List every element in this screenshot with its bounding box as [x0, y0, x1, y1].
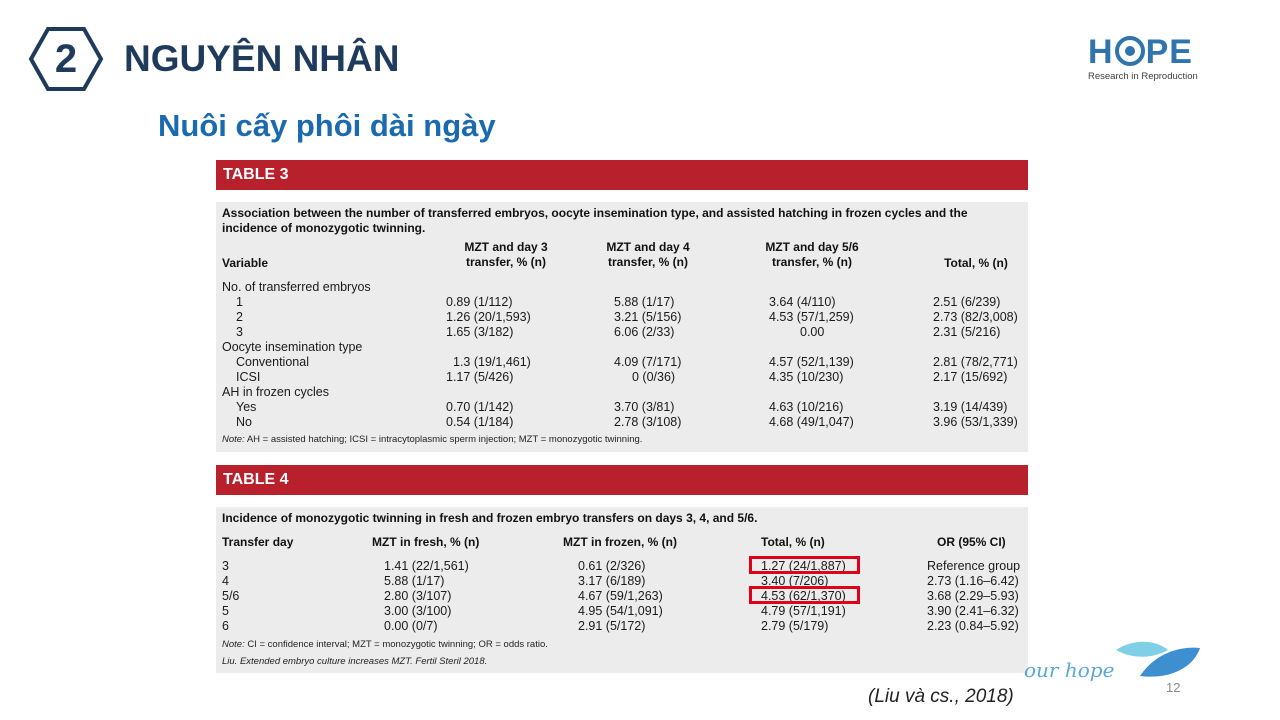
table-3-col-variable: Variable: [222, 256, 269, 270]
table-3-note: Note: AH = assisted hatching; ICSI = intracytoplasmic sperm injection; MZT = monozygotic twinning.: [222, 434, 643, 445]
table-4-cell: 3.68 (2.29–5.93): [927, 589, 1019, 603]
table-3-cell: 4.09 (7/171): [614, 355, 682, 369]
table-3-cell: 3.70 (3/81): [614, 400, 675, 414]
page-number: 12: [1166, 680, 1181, 695]
table-4-col-day: Transfer day: [222, 535, 294, 549]
table-4-note: Note: CI = confidence interval; MZT = monozygotic twinning; OR = odds ratio.: [222, 639, 548, 650]
table-3-row-label: 1: [236, 295, 243, 309]
table-4-col-or: OR (95% CI): [937, 535, 1006, 549]
table-3-col-day3: MZT and day 3 transfer, % (n): [464, 240, 548, 269]
table-3-cell: 2.17 (15/692): [933, 370, 1008, 384]
table-3-col-day4: MZT and day 4 transfer, % (n): [606, 240, 690, 269]
highlight-box-day56-total: [749, 586, 860, 604]
table-4-cell: 0.00 (0/7): [384, 619, 438, 633]
table-3-group-label: AH in frozen cycles: [222, 385, 329, 399]
table-4-cell: 1.27 (24/1,887): [761, 559, 846, 573]
table-3-cell: 1.17 (5/426): [446, 370, 514, 384]
table-3-cell: 3.96 (53/1,339): [933, 415, 1018, 429]
table-3-cell: 3.64 (4/110): [769, 295, 836, 309]
table-4-cell: 2.79 (5/179): [761, 619, 829, 633]
table-3-cell: 4.63 (10/216): [769, 400, 844, 414]
table-4-cell: Reference group: [927, 559, 1021, 573]
table-4-source: Liu. Extended embryo culture increases MZT. Fertil Steril 2018.: [222, 656, 488, 667]
table-4-row-day: 4: [222, 574, 229, 588]
table-3-cell: 2.73 (82/3,008): [933, 310, 1018, 324]
table-4-cell: 3.90 (2.41–6.32): [927, 604, 1019, 618]
table-3-cell: 2.81 (78/2,771): [933, 355, 1018, 369]
table-3-col-total: Total, % (n): [944, 256, 1008, 270]
table-4-cell: 0.61 (2/326): [578, 559, 646, 573]
slide-subtitle: Nuôi cấy phôi dài ngày: [158, 108, 496, 143]
table-3-row-label: 2: [236, 310, 243, 324]
table-4-cell: 4.53 (62/1,370): [761, 589, 846, 603]
table-4-cell: 3.40 (7/206): [761, 574, 829, 588]
table-3-cell: 4.53 (57/1,259): [769, 310, 854, 324]
table-3: [216, 160, 1028, 452]
highlight-box-day3-total: [749, 556, 860, 574]
table-4-cell: 4.79 (57/1,191): [761, 604, 846, 618]
table-3-cell: 6.06 (2/33): [614, 325, 675, 339]
table-4-cell: 2.73 (1.16–6.42): [927, 574, 1019, 588]
table-4-row-day: 6: [222, 619, 229, 633]
table-3-col-day56: MZT and day 5/6 transfer, % (n): [765, 240, 859, 269]
table-3-caption: Association between the number of transferred embryos, oocyte insemination type, and assisted hatching in frozen cycles and the incidence of monozygotic twinning.: [222, 206, 968, 235]
table-4-col-fresh: MZT in fresh, % (n): [372, 535, 480, 549]
table-3-cell: 2.78 (3/108): [614, 415, 682, 429]
table-4: [216, 465, 1028, 673]
table-4-row-day: 5: [222, 604, 229, 618]
table-4-cell: 1.41 (22/1,561): [384, 559, 469, 573]
logo-wordmark: H PE: [1088, 33, 1193, 71]
table-4-label: TABLE 4: [216, 465, 1028, 495]
citation: (Liu và cs., 2018): [868, 686, 1014, 707]
table-4-cell: 5.88 (1/17): [384, 574, 445, 588]
table-3-cell: 0.00: [800, 325, 825, 339]
table-4-col-frozen: MZT in frozen, % (n): [563, 535, 677, 549]
table-3-cell: 4.57 (52/1,139): [769, 355, 854, 369]
table-3-cell: 2.51 (6/239): [933, 295, 1001, 309]
table-3-cell: 4.35 (10/230): [769, 370, 844, 384]
footer-slogan: our hope: [1024, 658, 1115, 682]
table-3-cell: 0.54 (1/184): [446, 415, 514, 429]
table-3-cell: 1.3 (19/1,461): [453, 355, 531, 369]
table-3-gap: [216, 190, 1028, 202]
logo-eye-icon: [1115, 36, 1145, 66]
table-4-cell: 2.91 (5/172): [578, 619, 646, 633]
table-4-cell: 2.23 (0.84–5.92): [927, 619, 1019, 633]
table-4-col-total: Total, % (n): [761, 535, 825, 549]
table-4-row-day: 5/6: [222, 589, 240, 603]
table-4-cell: 4.95 (54/1,091): [578, 604, 663, 618]
table-3-cell: 0.89 (1/112): [446, 295, 513, 309]
table-3-cell: 3.21 (5/156): [614, 310, 682, 324]
table-3-cell: 0 (0/36): [632, 370, 676, 384]
table-4-cell: 3.17 (6/189): [578, 574, 646, 588]
bird-wing-logo-icon: [1110, 636, 1202, 682]
table-3-cell: 5.88 (1/17): [614, 295, 675, 309]
table-4-cell: 4.67 (59/1,263): [578, 589, 663, 603]
table-3-cell: 1.26 (20/1,593): [446, 310, 531, 324]
table-4-caption: Incidence of monozygotic twinning in fresh and frozen embryo transfers on days 3, 4, and 5/6.: [222, 511, 758, 525]
table-4-gap: [216, 495, 1028, 507]
table-3-row-label: ICSI: [236, 370, 261, 384]
table-4-cell: 2.80 (3/107): [384, 589, 452, 603]
table-3-cell: 2.31 (5/216): [933, 325, 1001, 339]
table-4-row-day: 3: [222, 559, 229, 573]
table-3-row-label: No: [236, 415, 252, 429]
table-3-group-label: No. of transferred embryos: [222, 280, 371, 294]
section-number: 2: [54, 37, 78, 81]
slide-title: NGUYÊN NHÂN: [124, 38, 400, 79]
table-3-cell: 4.68 (49/1,047): [769, 415, 854, 429]
table-3-label: TABLE 3: [216, 160, 1028, 190]
table-3-cell: 0.70 (1/142): [446, 400, 514, 414]
table-3-row-label: Yes: [236, 400, 257, 414]
logo-tagline: Research in Reproduction: [1088, 71, 1198, 82]
hope-logo: [1088, 34, 1218, 82]
table-3-cell: 3.19 (14/439): [933, 400, 1008, 414]
table-3-cell: 1.65 (3/182): [446, 325, 514, 339]
table-3-row-label: Conventional: [236, 355, 309, 369]
table-3-row-label: 3: [236, 325, 243, 339]
table-4-cell: 3.00 (3/100): [384, 604, 452, 618]
table-3-group-label: Oocyte insemination type: [222, 340, 363, 354]
